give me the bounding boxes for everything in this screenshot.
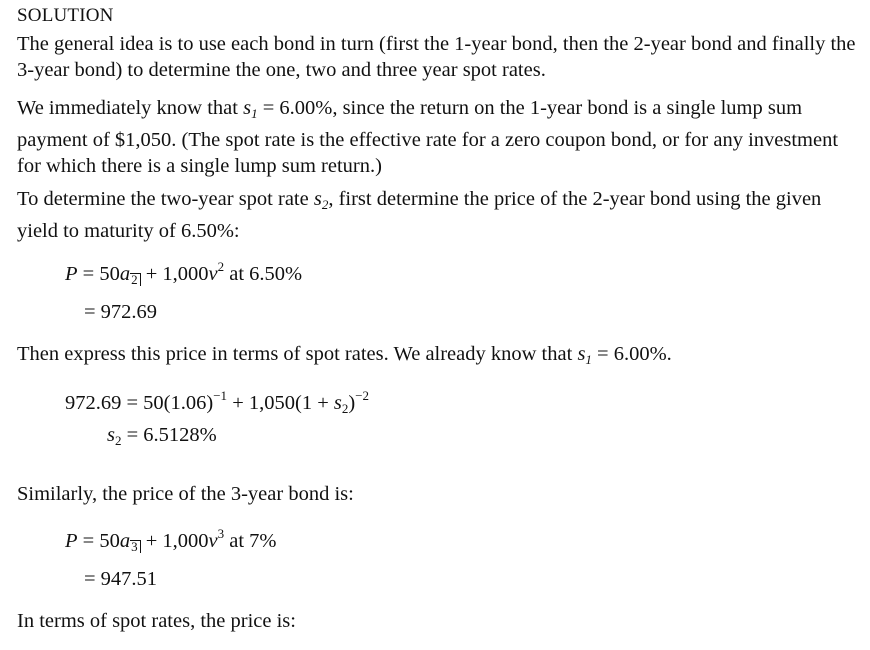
equation-price-2yr-value: = 972.69 bbox=[84, 301, 158, 323]
paragraph-text: = 6.00%. bbox=[597, 343, 672, 365]
paragraph-s2-intro bbox=[17, 186, 857, 244]
equation-spot-rate-2yr: $972.69 = 50(1.06)^{-1} + 1,050(1 + s_2)^{-2}$ bbox=[65, 388, 370, 416]
equation-exponent: −2 bbox=[355, 388, 370, 403]
equation-text: + 1,000 bbox=[145, 263, 209, 285]
paragraph-general-idea bbox=[17, 31, 857, 83]
equation-text: + 1,050(1 + bbox=[227, 392, 334, 414]
math-s1: $s_1$ bbox=[577, 343, 592, 367]
paragraph-spot-price bbox=[17, 608, 857, 634]
paragraph-text: Then express this price in terms of spot rates. We already know that bbox=[17, 343, 578, 365]
paragraph-s1 bbox=[17, 95, 857, 179]
paragraph-spot-rates bbox=[17, 341, 857, 373]
equation-price-3yr-value: = 947.51 bbox=[84, 568, 158, 590]
paragraph-text: To determine the two-year spot rate bbox=[17, 188, 314, 210]
equation-price-3yr: $P = 50a_3 + 1,000v^3$ at 7% bbox=[65, 526, 277, 554]
equation-text: at 6.50% bbox=[224, 263, 303, 285]
equation-text: 972.69 = 50(1.06) bbox=[65, 392, 214, 414]
paragraph-text: The general idea is to use each bond in turn (first the 1-year bond, then the 2-year bond and finally the 3-year bond) to determine the one, two and three year spot rates. bbox=[17, 33, 856, 81]
paragraph-text: In terms of spot rates, the price is: bbox=[17, 610, 296, 632]
math-s1: $s_1$ bbox=[243, 97, 258, 121]
equation-text: = 6.5128% bbox=[126, 424, 217, 446]
paragraph-text: Similarly, the price of the 3-year bond is: bbox=[17, 483, 354, 505]
paragraph-text: = 6.00%, since the return on the 1-year bond is a single lump sum payment of $1,050. (The spot rate is the effective rate for a zero coupon bond, or for any investment for which there is a single lump sum return.) bbox=[17, 97, 839, 177]
paragraph-text: We immediately know that bbox=[17, 97, 244, 119]
section-heading: SOLUTION bbox=[17, 5, 114, 26]
equation-s2-value: $s_2 = 6.5128\%$ bbox=[107, 424, 217, 448]
paragraph-text: , first determine the price of the 2-year bond using the given yield to maturity of 6.50%: bbox=[17, 188, 822, 242]
equation-text: at 7% bbox=[224, 530, 277, 552]
equation-text: + 1,000 bbox=[145, 530, 209, 552]
paragraph-3yr-bond bbox=[17, 481, 857, 507]
math-s2: $s_2$ bbox=[313, 188, 329, 212]
equation-price-2yr: $P = 50a_2 + 1,000v^2$ at 6.50% bbox=[65, 259, 303, 287]
equation-exponent: −1 bbox=[213, 388, 228, 403]
